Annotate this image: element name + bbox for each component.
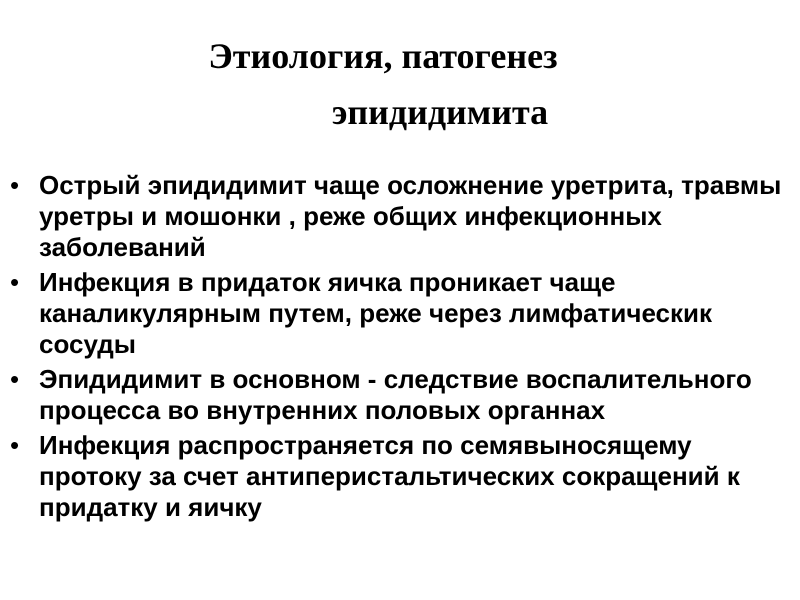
bullet-text: Острый эпидидимит чаще осложнение уретрита, травмы уретры и мошонки , реже общих инфекционных заболеваний [39, 170, 782, 262]
bullet-icon: • [10, 170, 20, 200]
bullet-text: Инфекция распространяется по семявыносящему протоку за счет антиперистальтических сокращений к придатку и яичку [39, 430, 740, 522]
bullet-item [0, 364, 800, 426]
title-line-2: эпидидимита [331, 92, 549, 132]
bullet-text: Инфекция в придаток яичка проникает чаще каналикулярным путем, реже через лимфатическик сосуды [39, 267, 713, 359]
bullet-list [0, 170, 800, 527]
bullet-icon: • [10, 364, 20, 394]
bullet-text: Эпидидимит в основном - следствие воспалительного процесса во внутренних половых органнах [39, 364, 752, 425]
title-line-1: Этиология, патогенез [208, 36, 558, 76]
slide-title [0, 28, 800, 140]
bullet-item [0, 430, 800, 523]
bullet-item [0, 170, 800, 263]
bullet-icon: • [10, 430, 20, 460]
bullet-item [0, 267, 800, 360]
bullet-icon: • [10, 267, 20, 297]
